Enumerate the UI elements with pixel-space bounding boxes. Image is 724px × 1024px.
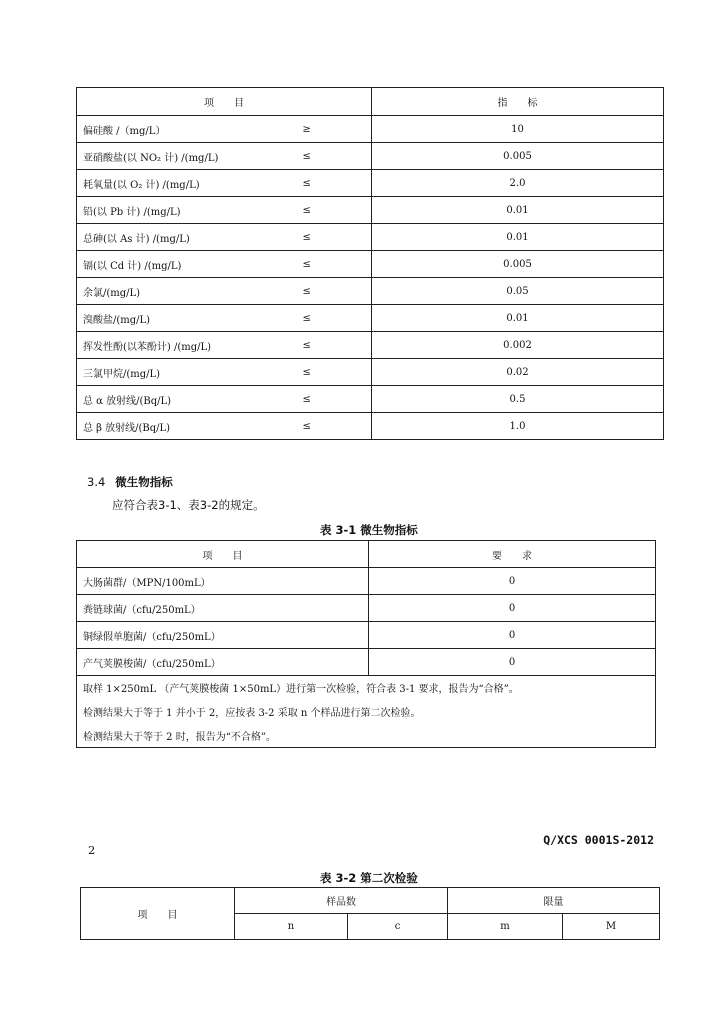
table-row [77, 649, 656, 676]
row-operator: ≤ [297, 332, 372, 359]
row-value: 10 [372, 116, 664, 143]
row-value: 0 [369, 568, 656, 595]
header-sample-count: 样品数 [235, 888, 448, 914]
row-operator: ≤ [297, 224, 372, 251]
header-limit: 限量 [448, 888, 660, 914]
table-row [77, 622, 656, 649]
row-value: 0 [369, 622, 656, 649]
row-value: 0.02 [372, 359, 664, 386]
note-text: 取样 1×250mL （产气荚膜梭菌 1×50mL）进行第一次检验，符合表 3-1 要求，报告为“合格”。 [77, 676, 656, 700]
section-number: 3.4 [87, 475, 106, 489]
row-item: 粪链球菌/（cfu/250mL） [77, 595, 369, 622]
col-n: n [235, 914, 348, 940]
row-item: 铅(以 Pb 计) /(mg/L) [77, 197, 297, 224]
row-item: 大肠菌群/（MPN/100mL） [77, 568, 369, 595]
row-value: 0.005 [372, 251, 664, 278]
table-caption: 表 3-2 第二次检验 [320, 871, 418, 885]
note-text: 检测结果大于等于 1 并小于 2，应按表 3-2 采取 n 个样品进行第二次检验。 [77, 700, 656, 724]
row-operator: ≤ [297, 278, 372, 305]
col-c: c [348, 914, 448, 940]
table-row [77, 116, 664, 143]
table-row [77, 224, 664, 251]
note-row [77, 724, 656, 748]
row-item: 亚硝酸盐(以 NO₂ 计) /(mg/L) [77, 143, 297, 170]
row-value: 2.0 [372, 170, 664, 197]
row-value: 0.5 [372, 386, 664, 413]
col-M: M [563, 914, 660, 940]
section-text: 应符合表3-1、表3-2的规定。 [112, 498, 265, 512]
row-operator: ≤ [297, 197, 372, 224]
row-operator: ≥ [297, 116, 372, 143]
table-row [77, 278, 664, 305]
row-value: 0.01 [372, 305, 664, 332]
table-row [77, 595, 656, 622]
row-value: 0 [369, 649, 656, 676]
header-item: 项 目 [77, 88, 372, 116]
row-value: 0 [369, 595, 656, 622]
table-row [77, 251, 664, 278]
row-value: 1.0 [372, 413, 664, 440]
row-item: 总砷(以 As 计) /(mg/L) [77, 224, 297, 251]
table-header-row [77, 88, 664, 116]
table-row [77, 359, 664, 386]
row-item: 总 α 放射线/(Bq/L) [77, 386, 297, 413]
page-number: 2 [88, 843, 96, 857]
table-row [77, 568, 656, 595]
row-item: 产气荚膜梭菌/（cfu/250mL） [77, 649, 369, 676]
row-value: 0.05 [372, 278, 664, 305]
row-item: 偏硅酸 /（mg/L） [77, 116, 297, 143]
table-row [77, 143, 664, 170]
row-item: 挥发性酚(以苯酚计) /(mg/L) [77, 332, 297, 359]
row-value: 0.01 [372, 197, 664, 224]
row-operator: ≤ [297, 413, 372, 440]
row-item: 余氯/(mg/L) [77, 278, 297, 305]
table-header-row [77, 541, 656, 568]
row-value: 0.005 [372, 143, 664, 170]
row-operator: ≤ [297, 305, 372, 332]
row-value: 0.002 [372, 332, 664, 359]
row-operator: ≤ [297, 359, 372, 386]
header-value: 指 标 [372, 88, 664, 116]
second-inspection-table [80, 887, 660, 940]
row-operator: ≤ [297, 251, 372, 278]
row-operator: ≤ [297, 143, 372, 170]
document-code: Q/XCS 0001S-2012 [543, 833, 654, 847]
row-item: 镉(以 Cd 计) /(mg/L) [77, 251, 297, 278]
header-item: 项 目 [77, 541, 369, 568]
note-text: 检测结果大于等于 2 时，报告为“不合格”。 [77, 724, 656, 748]
table-row [77, 170, 664, 197]
col-m: m [448, 914, 563, 940]
row-operator: ≤ [297, 386, 372, 413]
table-header-row [81, 888, 660, 914]
table-row [77, 332, 664, 359]
microbial-table [76, 540, 656, 748]
header-item: 项 目 [81, 888, 235, 940]
row-item: 溴酸盐/(mg/L) [77, 305, 297, 332]
row-item: 三氯甲烷/(mg/L) [77, 359, 297, 386]
row-item: 总 β 放射线/(Bq/L) [77, 413, 297, 440]
table-row [77, 197, 664, 224]
table-caption: 表 3-1 微生物指标 [320, 523, 418, 537]
row-item: 铜绿假单胞菌/（cfu/250mL） [77, 622, 369, 649]
section-title: 微生物指标 [115, 475, 173, 489]
section-heading [87, 474, 173, 490]
note-row [77, 676, 656, 700]
indicator-table [76, 87, 664, 440]
row-operator: ≤ [297, 170, 372, 197]
table-row [77, 413, 664, 440]
note-row [77, 700, 656, 724]
header-value: 要 求 [369, 541, 656, 568]
table-row [77, 305, 664, 332]
row-item: 耗氧量(以 O₂ 计) /(mg/L) [77, 170, 297, 197]
row-value: 0.01 [372, 224, 664, 251]
table-row [77, 386, 664, 413]
